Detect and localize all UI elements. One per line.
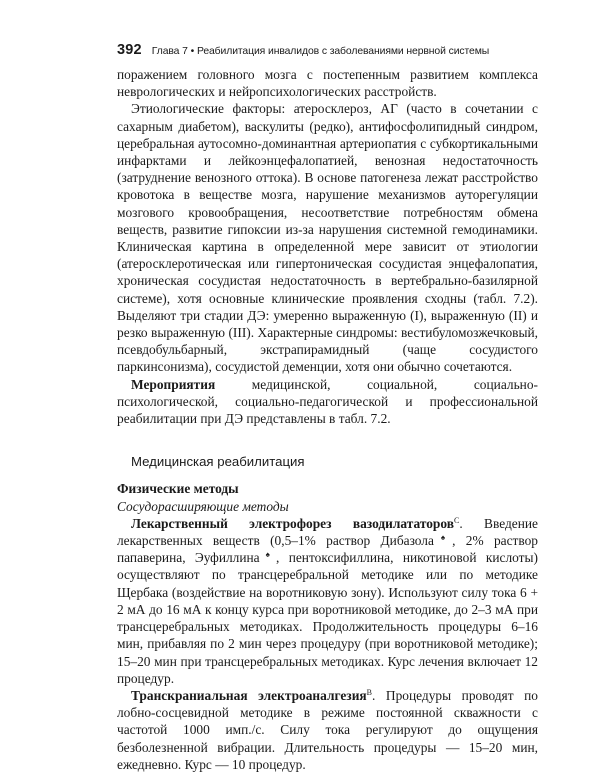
paragraph-electroanalgesia (117, 687, 538, 773)
measures-term: Мероприятия (131, 376, 216, 392)
paragraph-etiology: Этиологические факторы: атеросклероз, АГ (часто в сочетании с сахарным диабетом), васкулиты (редко), антифосфолипидный синдром, церебральная аутосомно-доминантная артериопатия с субкортикальными инфарктами и лейкоэнцефалопатией, венозная недостаточность (затруднение венозного оттока). В основе патогенеза лежат расстройство кровотока в веществе мозга, нарушение механизмов ауторегуляции мозгового кровообращения, несоответствие потребностям обмена веществ, развитие гипоксии из-за нарушения системной гемодинамики. Клиническая картина в определенной мере зависит от этиологии (атеросклеротическая или гипертоническая сосудистая энцефалопатия, хроническая сосудистая недостаточность в вертебрально-базилярной системе), хотя основные клинические проявления сходны (табл. 7.2). Выделяют три стадии ДЭ: умеренно выраженную (I), выраженную (II) и резко выраженную (III). Характерные синдромы: вестибуломозжечковый, псевдобульбарный, экстрапирамидный (чаще сосудистого паркинсонизма), сосудистой деменции, хотя они обычно сочетаются. (117, 101, 538, 375)
electrophoresis-text-2: , 2% раствор папаверина, Эуфиллина (117, 533, 539, 566)
section-title: Медицинская реабилитация (131, 454, 305, 470)
paragraph-electrophoresis (117, 515, 538, 687)
measures-text: медицинской, социальной, социально-психологической, социально-педагогической и профессиональной реабилитации при ДЭ представлены в табл. 7.2. (117, 376, 538, 427)
electrophoresis-text-1: . Введение лекарственных веществ (0,5–1% раствор Дибазола (117, 515, 538, 549)
body-text (117, 66, 538, 773)
electrophoresis-text-3: , пентоксифиллина, никотиновой кислоты) осуществляют по трансцеребральной методике или по методике Щербака (воздействие на воротниковую зону). Используют силу тока 6 + 2 мА до 16 мА к концу курса при воротниковой методике, до 2–3 мА при трансцеребральных методиках. Продолжительность процедуры 6–16 мин, прибавляя по 2 мин через процедуру (при воротниковой методике); 15–20 мин при трансцеребральных методиках. Курс лечения включает 12 процедур. (117, 550, 538, 686)
running-head: Глава 7 • Реабилитация инвалидов с заболеваниями нервной системы (151, 46, 490, 57)
paragraph-continuation: поражением головного мозга с постепенным развитием комплекса неврологических и нейропсихологических расстройств. (117, 67, 538, 100)
subsubsection-title: Сосудорасширяющие методы (117, 498, 289, 514)
paragraph-measures (117, 376, 538, 428)
electroanalgesia-text: . Процедуры проводят по лобно-сосцевидной методике в режиме постоянной скважности с частотой 1000 имп./с. Силу тока регулируют до ощущения безболезненной вибрации. Длительность процедуры — 15–20 мин, ежедневно. Курс — 10 процедур. (117, 687, 538, 772)
drug-mark-2: ♠ (259, 550, 276, 560)
electroanalgesia-evidence-mark: В (366, 687, 372, 697)
drug-mark-1: ♠ (433, 533, 453, 543)
subsection-title: Физические методы (117, 481, 239, 497)
electrophoresis-title: Лекарственный электрофорез вазодилататоров (131, 515, 454, 531)
electroanalgesia-title: Транскраниальная электроаналгезия (131, 687, 367, 703)
electrophoresis-evidence-mark: С (453, 515, 460, 525)
page-number: 392 (117, 42, 142, 58)
page-header (117, 42, 538, 58)
